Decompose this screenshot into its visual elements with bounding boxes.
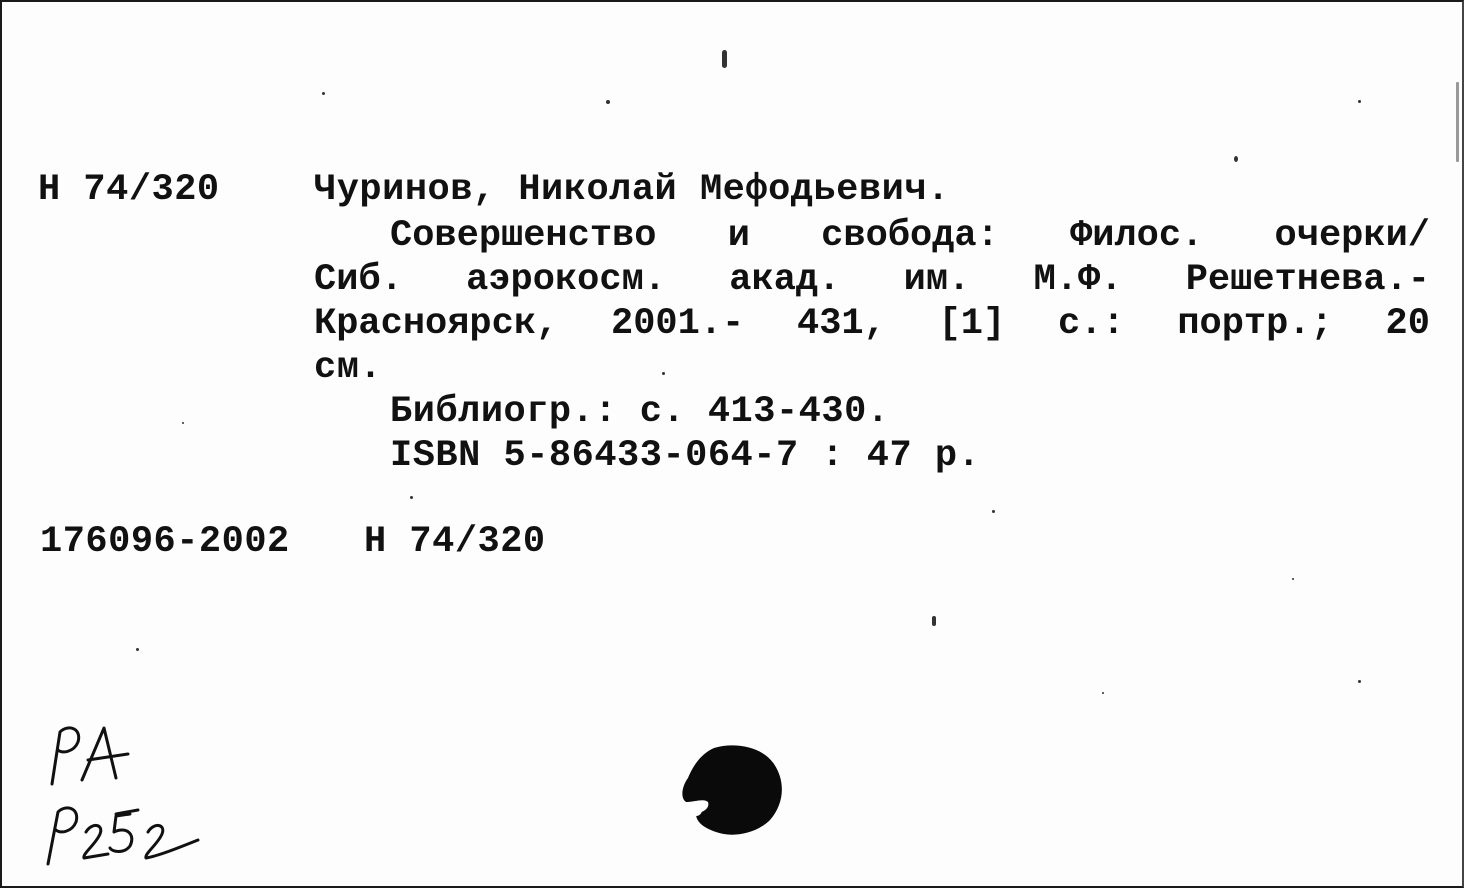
scan-speck <box>606 100 610 104</box>
ink-blot <box>674 742 786 838</box>
title-line-4: см. <box>314 347 383 389</box>
handwritten-shelf-mark <box>38 714 218 874</box>
title-line-3 <box>314 303 1430 345</box>
author-heading: Чуринов, Николай Мефодьевич. <box>314 169 950 211</box>
isbn-price: ISBN 5-86433-064-7 : 47 р. <box>390 435 981 477</box>
title-word: 431, <box>796 303 886 345</box>
scan-speck <box>1456 82 1459 162</box>
accession-number: 176096-2002 <box>40 521 290 563</box>
scan-speck <box>1102 692 1104 694</box>
scan-speck <box>722 50 727 68</box>
scan-speck <box>1358 680 1361 683</box>
title-word: Сиб. <box>314 259 403 301</box>
bibliography-note: Библиогр.: с. 413-430. <box>390 391 890 433</box>
scan-speck <box>136 648 139 651</box>
title-word: с.: <box>1057 303 1125 345</box>
title-word: очерки/ <box>1274 215 1430 257</box>
scan-speck <box>1358 100 1361 103</box>
scan-speck <box>322 92 325 95</box>
scan-speck <box>992 510 995 513</box>
title-word: М.Ф. <box>1033 259 1123 301</box>
title-word: [1] <box>938 303 1006 345</box>
scan-speck <box>662 372 665 375</box>
title-word: Совершенство <box>390 215 657 257</box>
scan-speck <box>1234 156 1238 162</box>
title-word: и <box>727 215 750 257</box>
call-number: H 74/320 <box>38 169 220 211</box>
title-word: Красноярск, <box>314 303 559 345</box>
title-word: портр.; <box>1177 303 1333 345</box>
scan-speck <box>1292 578 1294 580</box>
scan-speck <box>932 616 936 626</box>
title-line-1 <box>390 215 1430 257</box>
scan-speck <box>410 496 413 499</box>
scan-speck <box>182 422 184 424</box>
title-word: акад. <box>729 259 841 301</box>
title-word: аэрокосм. <box>466 259 666 301</box>
title-word: свобода: <box>821 215 999 257</box>
title-line-2 <box>314 259 1430 301</box>
title-word: Решетнева.- <box>1185 259 1430 301</box>
title-word: Филос. <box>1070 215 1204 257</box>
accession-call-number: H 74/320 <box>364 521 546 563</box>
title-word: 2001.- <box>611 303 745 345</box>
title-word: 20 <box>1385 303 1430 345</box>
title-word: им. <box>903 259 971 301</box>
